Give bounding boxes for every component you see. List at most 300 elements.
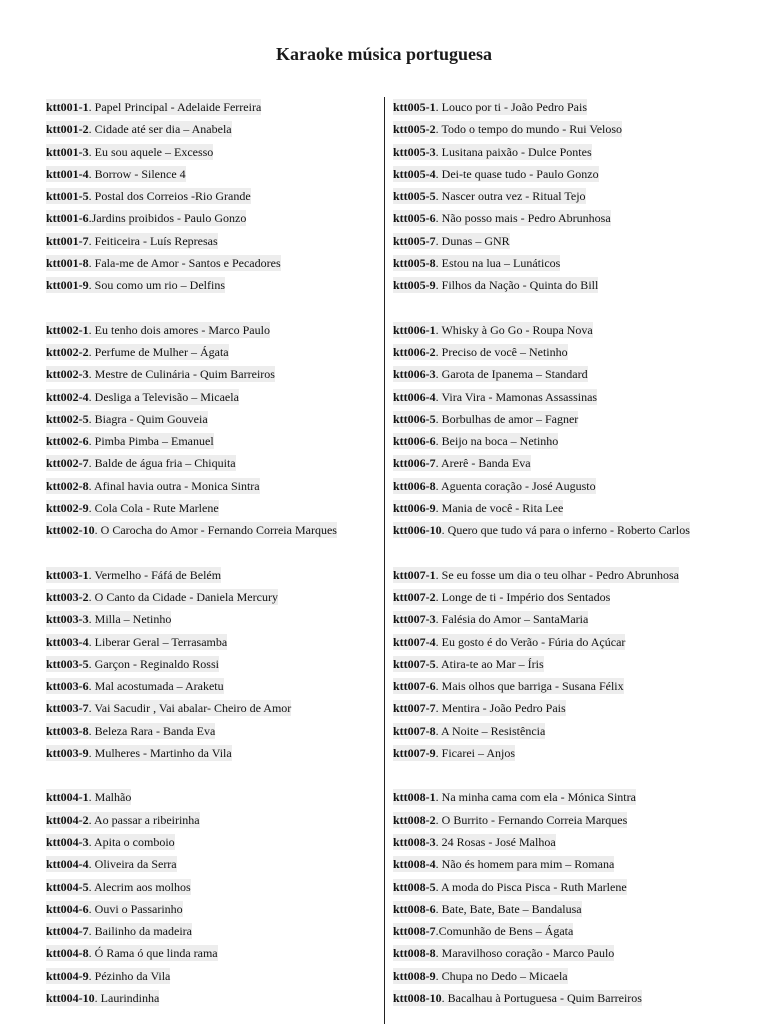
song-entry <box>393 876 763 898</box>
song-code: ktt004-2 <box>46 812 89 827</box>
song-entry <box>46 653 376 675</box>
song-code: ktt005-4 <box>393 166 436 181</box>
song-entry-text <box>393 366 588 382</box>
song-entry-text <box>46 656 219 672</box>
song-code: ktt001-8 <box>46 256 89 271</box>
song-entry-text <box>393 901 582 917</box>
song-title-artist: . Feiticeira - Luís Represas <box>88 233 218 248</box>
song-entry-text <box>393 745 515 761</box>
song-entry <box>393 163 763 185</box>
song-title-artist: . Mentira - João Pedro Pais <box>435 701 566 716</box>
song-entry <box>46 920 376 942</box>
song-title-artist: . Eu sou aquele – Excesso <box>88 144 214 159</box>
song-entry <box>393 274 763 296</box>
song-entry <box>46 252 376 274</box>
song-entry <box>46 564 376 586</box>
song-entry <box>46 853 376 875</box>
song-entry-text <box>393 968 568 984</box>
song-title-artist: . Vermelho - Fáfá de Belém <box>88 567 222 582</box>
song-code: ktt001-1 <box>46 100 89 114</box>
song-group <box>393 96 763 297</box>
song-title-artist: . O Carocha do Amor - Fernando Correia Marques <box>94 523 337 538</box>
song-code: ktt004-1 <box>46 790 89 805</box>
song-title-artist: . Balde de água fria – Chiquita <box>88 456 236 471</box>
song-code: ktt007-2 <box>393 589 436 604</box>
song-code: ktt003-4 <box>46 634 89 649</box>
song-code: ktt005-2 <box>393 122 436 137</box>
song-code: ktt003-1 <box>46 567 89 582</box>
page-title: Karaoke música portuguesa <box>276 44 492 64</box>
song-entry-text <box>393 210 611 226</box>
song-entry-text <box>46 455 236 471</box>
song-entry <box>46 898 376 920</box>
song-title-artist: . Garota de Ipanema – Standard <box>435 367 588 382</box>
song-code: ktt001-6 <box>46 211 89 226</box>
song-title-artist: . Filhos da Nação - Quinta do Bill <box>435 278 599 293</box>
song-code: ktt008-9 <box>393 968 436 983</box>
song-entry <box>46 586 376 608</box>
song-entry <box>46 876 376 898</box>
song-entry <box>46 720 376 742</box>
song-code: ktt007-9 <box>393 746 436 761</box>
song-code: ktt008-1 <box>393 790 436 805</box>
song-entry <box>46 341 376 363</box>
song-code: ktt006-4 <box>393 389 436 404</box>
song-title-artist: . Papel Principal - Adelaide Ferreira <box>88 100 262 114</box>
song-entry-text <box>393 567 679 583</box>
song-code: ktt003-8 <box>46 723 89 738</box>
song-title-artist: . Maravilhoso coração - Marco Paulo <box>435 946 615 961</box>
song-entry-text <box>393 522 690 538</box>
song-entry-text <box>393 834 556 850</box>
song-entry-text <box>393 322 593 338</box>
song-entry-text <box>393 389 597 405</box>
song-title-artist: . Beijo na boca – Netinho <box>435 434 559 449</box>
song-entry <box>393 898 763 920</box>
song-code: ktt001-3 <box>46 144 89 159</box>
song-title-artist: . Pézinho da Vila <box>88 968 171 983</box>
song-entry-text <box>46 856 177 872</box>
song-title-artist: . Não és homem para mim – Romana <box>435 857 615 872</box>
song-entry-text <box>393 277 598 293</box>
song-code: ktt005-7 <box>393 233 436 248</box>
song-title-artist: . Ao passar a ribeirinha <box>88 812 200 827</box>
song-entry <box>393 987 763 1009</box>
song-code: ktt005-1 <box>393 100 436 114</box>
song-entry-text <box>393 255 560 271</box>
song-title-artist: . Bate, Bate, Bate – Bandalusa <box>435 901 582 916</box>
song-code: ktt008-10 <box>393 990 442 1005</box>
song-entry <box>393 809 763 831</box>
song-entry-text <box>46 567 221 583</box>
song-entry <box>393 942 763 964</box>
song-entry <box>393 185 763 207</box>
song-title-artist: . Preciso de você – Netinho <box>435 344 568 359</box>
song-entry <box>393 831 763 853</box>
column-divider <box>384 97 385 1024</box>
song-code: ktt002-3 <box>46 367 89 382</box>
song-entry <box>46 386 376 408</box>
song-code: ktt005-8 <box>393 256 436 271</box>
song-title-artist: . Milla – Netinho <box>88 612 172 627</box>
song-title-artist: . Falésia do Amor – SantaMaria <box>435 612 589 627</box>
song-code: ktt004-10 <box>46 990 95 1005</box>
song-title-artist: . Mais olhos que barriga - Susana Félix <box>435 679 624 694</box>
song-entry <box>393 386 763 408</box>
song-entry <box>393 118 763 140</box>
song-entry <box>393 742 763 764</box>
song-title-artist: . Todo o tempo do mundo - Rui Veloso <box>435 122 623 137</box>
song-title-artist: . Perfume de Mulher – Ágata <box>88 344 229 359</box>
song-title-artist: .Comunhão de Bens – Ágata <box>435 924 574 939</box>
song-code: ktt005-6 <box>393 211 436 226</box>
song-title-artist: . 24 Rosas - José Malhoa <box>435 834 556 849</box>
song-code: ktt005-5 <box>393 189 436 204</box>
song-entry <box>46 408 376 430</box>
song-code: ktt001-9 <box>46 278 89 293</box>
song-entry-text <box>393 812 627 828</box>
song-entry <box>46 96 376 118</box>
song-entry-text <box>46 923 192 939</box>
song-title-artist: . Cidade até ser dia – Anabela <box>88 122 232 137</box>
song-title-artist: . Ouvi o Passarinho <box>88 901 183 916</box>
song-entry-text <box>46 678 224 694</box>
song-entry-text <box>46 366 275 382</box>
song-entry-text <box>46 968 170 984</box>
song-entry <box>393 141 763 163</box>
song-entry <box>46 497 376 519</box>
song-group <box>393 319 763 542</box>
song-entry-text <box>393 611 588 627</box>
song-entry-text <box>46 188 251 204</box>
song-entry-text <box>393 166 599 182</box>
song-title-artist: . O Burrito - Fernando Correia Marques <box>435 812 628 827</box>
song-entry <box>393 430 763 452</box>
song-code: ktt006-10 <box>393 523 442 538</box>
song-entry-text <box>393 478 596 494</box>
song-title-artist: . Laurindinha <box>94 990 160 1005</box>
song-entry-text <box>46 500 219 516</box>
song-entry <box>46 675 376 697</box>
song-entry-text <box>46 478 260 494</box>
song-code: ktt004-7 <box>46 924 89 939</box>
song-code: ktt007-8 <box>393 723 436 738</box>
song-title-artist: . Mal acostumada – Araketu <box>88 679 224 694</box>
song-title-artist: . Estou na lua – Lunáticos <box>435 256 561 271</box>
song-entry-text <box>46 210 246 226</box>
song-group <box>46 786 376 1009</box>
song-entry <box>46 831 376 853</box>
song-entry <box>393 631 763 653</box>
song-entry-text <box>46 255 281 271</box>
song-entry-text <box>46 945 218 961</box>
song-entry-text <box>46 144 213 160</box>
song-title-artist: . Se eu fosse um dia o teu olhar - Pedro Abrunhosa <box>435 567 679 582</box>
song-code: ktt008-3 <box>393 834 436 849</box>
song-title-artist: . Mestre de Culinária - Quim Barreiros <box>88 367 275 382</box>
song-group <box>393 786 763 1009</box>
song-entry <box>46 965 376 987</box>
song-code: ktt002-7 <box>46 456 89 471</box>
song-title-artist: . Bailinho da madeira <box>88 924 192 939</box>
song-entry <box>46 786 376 808</box>
song-code: ktt004-3 <box>46 834 89 849</box>
song-code: ktt007-7 <box>393 701 436 716</box>
song-entry-text <box>393 344 568 360</box>
song-entry-text <box>393 188 586 204</box>
song-entry <box>46 631 376 653</box>
song-title-artist: . Eu tenho dois amores - Marco Paulo <box>88 322 270 337</box>
song-code: ktt003-7 <box>46 701 89 716</box>
song-title-artist: . Vira Vira - Mamonas Assassinas <box>435 389 598 404</box>
song-entry <box>393 564 763 586</box>
song-title-artist: . Bacalhau à Portuguesa - Quim Barreiros <box>441 990 642 1005</box>
song-entry <box>46 274 376 296</box>
song-title-artist: . Nascer outra vez - Ritual Tejo <box>435 189 586 204</box>
song-entry-text <box>393 700 566 716</box>
song-group <box>46 96 376 297</box>
song-entry <box>46 230 376 252</box>
song-entry-text <box>393 589 610 605</box>
left-column <box>46 96 376 1031</box>
song-code: ktt008-7 <box>393 924 436 939</box>
song-entry <box>46 987 376 1009</box>
song-code: ktt008-5 <box>393 879 436 894</box>
song-entry-text <box>393 723 545 739</box>
song-code: ktt007-1 <box>393 567 436 582</box>
song-entry-text <box>46 700 291 716</box>
song-title-artist: . Postal dos Correios -Rio Grande <box>88 189 251 204</box>
song-entry <box>393 853 763 875</box>
song-title-artist: . Whisky à Go Go - Roupa Nova <box>435 322 593 337</box>
song-code: ktt006-6 <box>393 434 436 449</box>
song-title-artist: . Afinal havia outra - Monica Sintra <box>88 478 260 493</box>
song-entry <box>393 965 763 987</box>
song-entry-text <box>46 344 229 360</box>
song-code: ktt002-6 <box>46 434 89 449</box>
song-entry-text <box>393 923 573 939</box>
song-entry-text <box>46 389 239 405</box>
song-code: ktt002-2 <box>46 344 89 359</box>
song-entry-text <box>393 789 636 805</box>
song-code: ktt001-5 <box>46 189 89 204</box>
song-entry <box>393 207 763 229</box>
song-code: ktt006-1 <box>393 322 436 337</box>
song-entry-text <box>46 433 214 449</box>
song-title-artist: . Mania de você - Rita Lee <box>435 501 564 516</box>
song-code: ktt002-1 <box>46 322 89 337</box>
song-entry <box>393 675 763 697</box>
song-title-artist: . Fala-me de Amor - Santos e Pecadores <box>88 256 281 271</box>
song-entry <box>46 809 376 831</box>
song-entry-text <box>46 834 175 850</box>
song-title-artist: . Quero que tudo vá para o inferno - Roberto Carlos <box>441 523 690 538</box>
song-entry <box>46 141 376 163</box>
song-code: ktt007-3 <box>393 612 436 627</box>
song-entry-text <box>393 656 544 672</box>
song-entry-text <box>46 589 278 605</box>
song-title-artist: . Arerê - Banda Eva <box>435 456 531 471</box>
song-entry <box>393 519 763 541</box>
song-title-artist: . Borrow - Silence 4 <box>88 166 186 181</box>
song-title-artist: . A Noite – Resistência <box>435 723 546 738</box>
song-title-artist: . Louco por ti - João Pedro Pais <box>435 100 587 114</box>
song-entry-text <box>393 433 558 449</box>
song-code: ktt004-8 <box>46 946 89 961</box>
song-code: ktt002-5 <box>46 411 89 426</box>
song-code: ktt006-7 <box>393 456 436 471</box>
song-title-artist: . Ficarei – Anjos <box>435 746 515 761</box>
song-entry-text <box>46 745 232 761</box>
song-entry <box>46 430 376 452</box>
right-column <box>393 96 763 1031</box>
song-entry <box>393 920 763 942</box>
song-title-artist: .Jardins proibidos - Paulo Gonzo <box>88 211 247 226</box>
song-entry <box>46 363 376 385</box>
song-title-artist: . O Canto da Cidade - Daniela Mercury <box>88 589 278 604</box>
song-entry-text <box>46 166 186 182</box>
song-entry-text <box>46 879 191 895</box>
song-code: ktt001-2 <box>46 122 89 137</box>
song-title-artist: . Sou como um rio – Delfins <box>88 278 225 293</box>
song-code: ktt006-5 <box>393 411 436 426</box>
song-code: ktt002-4 <box>46 389 89 404</box>
song-entry-text <box>46 99 261 115</box>
song-title-artist: . Desliga a Televisão – Micaela <box>88 389 239 404</box>
song-entry <box>46 697 376 719</box>
song-entry <box>46 163 376 185</box>
song-title-artist: . Oliveira da Serra <box>88 857 177 872</box>
song-entry-text <box>393 856 614 872</box>
song-title-artist: . Aguenta coração - José Augusto <box>435 478 596 493</box>
song-code: ktt003-6 <box>46 679 89 694</box>
song-entry <box>393 341 763 363</box>
song-code: ktt003-2 <box>46 589 89 604</box>
song-entry-text <box>46 812 200 828</box>
song-entry-text <box>46 789 131 805</box>
song-code: ktt002-8 <box>46 478 89 493</box>
song-title-artist: . Cola Cola - Rute Marlene <box>88 501 219 516</box>
song-entry-text <box>46 411 208 427</box>
song-code: ktt002-10 <box>46 523 95 538</box>
song-code: ktt008-6 <box>393 901 436 916</box>
song-code: ktt003-9 <box>46 746 89 761</box>
song-entry-text <box>393 233 510 249</box>
song-entry-text <box>393 879 627 895</box>
song-code: ktt006-2 <box>393 344 436 359</box>
song-entry-text <box>393 455 531 471</box>
song-code: ktt003-5 <box>46 656 89 671</box>
song-entry <box>393 452 763 474</box>
song-entry <box>393 475 763 497</box>
song-title-artist: . Biagra - Quim Gouveia <box>88 411 208 426</box>
song-code: ktt007-6 <box>393 679 436 694</box>
song-code: ktt005-3 <box>393 144 436 159</box>
song-code: ktt004-4 <box>46 857 89 872</box>
song-entry <box>393 319 763 341</box>
song-code: ktt006-8 <box>393 478 436 493</box>
song-entry <box>46 475 376 497</box>
song-entry-text <box>393 99 587 115</box>
song-code: ktt007-5 <box>393 656 436 671</box>
song-entry-text <box>46 634 227 650</box>
song-title-artist: . Lusitana paixão - Dulce Pontes <box>435 144 592 159</box>
song-entry-text <box>393 121 622 137</box>
song-title-artist: . Alecrim aos molhos <box>88 879 191 894</box>
song-code: ktt001-7 <box>46 233 89 248</box>
song-entry <box>393 608 763 630</box>
song-entry <box>393 653 763 675</box>
song-entry-text <box>46 611 171 627</box>
song-entry <box>46 742 376 764</box>
song-group <box>46 319 376 542</box>
song-title-artist: . Chupa no Dedo – Micaela <box>435 968 568 983</box>
song-entry-text <box>393 634 625 650</box>
song-code: ktt005-9 <box>393 278 436 293</box>
song-entry <box>393 786 763 808</box>
song-title-artist: . Eu gosto é do Verão - Fúria do Açúcar <box>435 634 626 649</box>
song-group <box>46 564 376 765</box>
song-code: ktt007-4 <box>393 634 436 649</box>
song-title-artist: . Malhão <box>88 790 132 805</box>
song-title-artist: . Longe de ti - Império dos Sentados <box>435 589 611 604</box>
song-entry-text <box>393 678 624 694</box>
song-entry <box>46 319 376 341</box>
song-entry-text <box>46 723 215 739</box>
song-code: ktt008-2 <box>393 812 436 827</box>
song-entry <box>46 185 376 207</box>
song-entry <box>393 363 763 385</box>
song-code: ktt004-9 <box>46 968 89 983</box>
song-entry <box>46 942 376 964</box>
song-code: ktt003-3 <box>46 612 89 627</box>
song-title-artist: . Beleza Rara - Banda Eva <box>88 723 216 738</box>
song-title-artist: . Liberar Geral – Terrasamba <box>88 634 228 649</box>
song-entry-text <box>46 121 232 137</box>
song-entry <box>393 497 763 519</box>
song-entry <box>393 720 763 742</box>
song-entry-text <box>46 522 337 538</box>
song-code: ktt001-4 <box>46 166 89 181</box>
song-title-artist: . Mulheres - Martinho da Vila <box>88 746 232 761</box>
song-title-artist: . Dei-te quase tudo - Paulo Gonzo <box>435 166 599 181</box>
song-title-artist: . Apita o comboio <box>88 834 175 849</box>
song-entry <box>46 608 376 630</box>
song-entry-text <box>46 901 183 917</box>
song-entry <box>393 408 763 430</box>
song-code: ktt002-9 <box>46 501 89 516</box>
song-title-artist: . Dunas – GNR <box>435 233 510 248</box>
song-title-artist: . Não posso mais - Pedro Abrunhosa <box>435 211 611 226</box>
song-entry <box>393 697 763 719</box>
song-entry <box>46 452 376 474</box>
song-entry-text <box>46 990 159 1006</box>
song-entry <box>393 252 763 274</box>
song-group <box>393 564 763 765</box>
song-entry <box>46 519 376 541</box>
song-entry-text <box>46 277 225 293</box>
song-entry <box>393 230 763 252</box>
song-entry-text <box>393 500 563 516</box>
song-code: ktt008-8 <box>393 946 436 961</box>
song-code: ktt006-3 <box>393 367 436 382</box>
song-title-artist: . Vai Sacudir , Vai abalar- Cheiro de Amor <box>88 701 292 716</box>
song-title-artist: . Na minha cama com ela - Mónica Sintra <box>435 790 636 805</box>
song-entry-text <box>393 411 578 427</box>
song-title-artist: . Atira-te ao Mar – Íris <box>435 656 544 671</box>
song-entry-text <box>46 322 270 338</box>
song-title-artist: . A moda do Pisca Pisca - Ruth Marlene <box>435 879 627 894</box>
